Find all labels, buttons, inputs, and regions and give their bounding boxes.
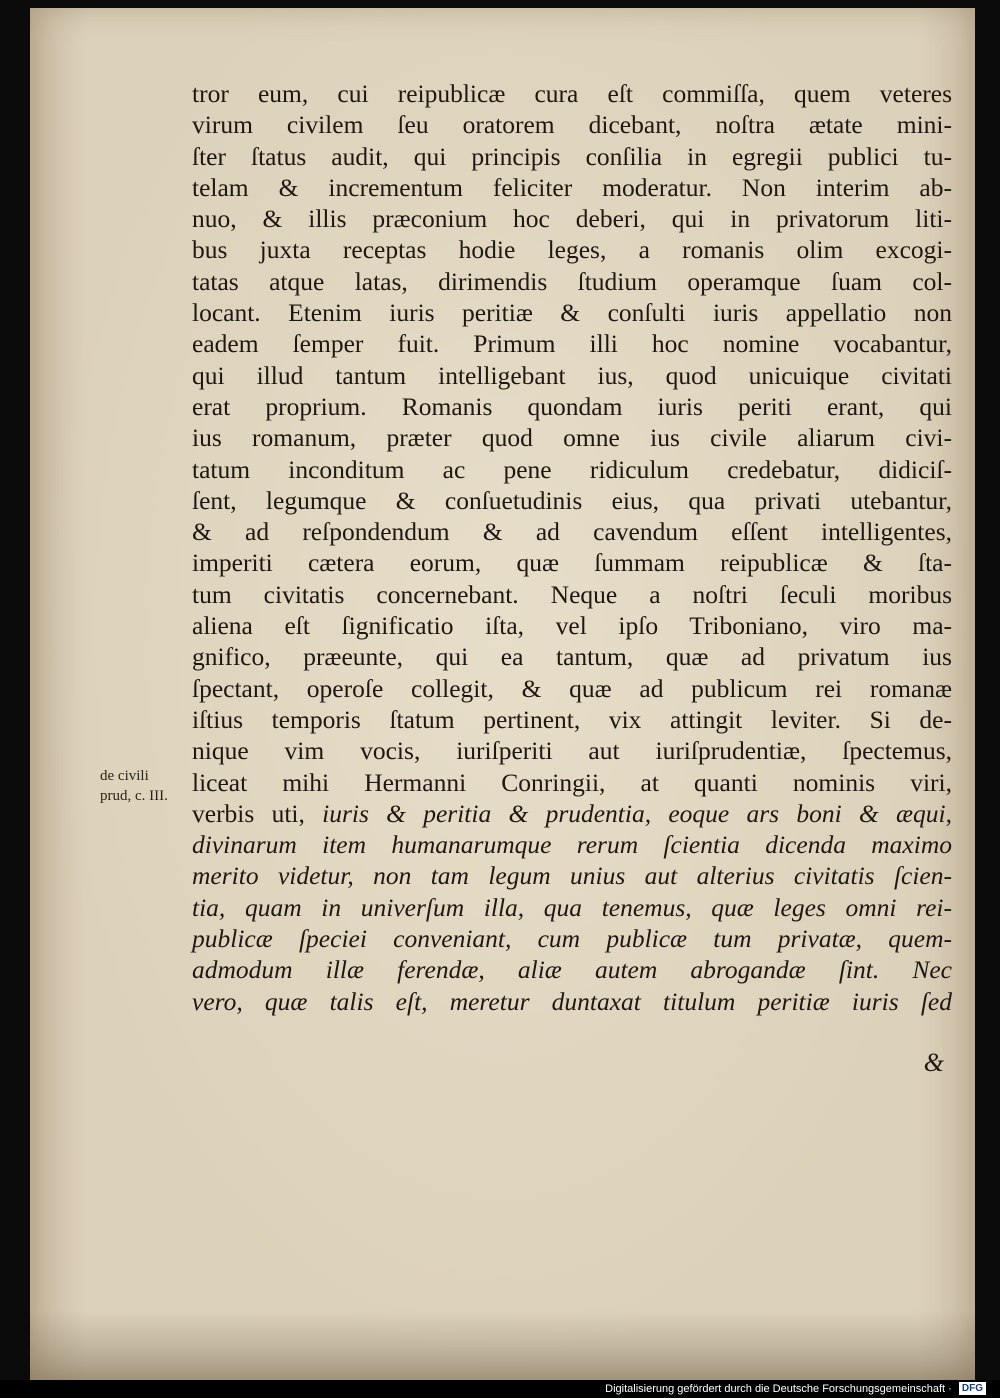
text-line: tror eum, cui reipublicæ cura eſt commiſſa, quem veteres [192,79,952,108]
italic-line: publicæ ſpeciei conveniant, cum publicæ tum privatæ, quem- [192,924,952,954]
catchword: & [923,1048,944,1077]
text-roman: verbis uti, [192,798,323,828]
footer-bar [0,1380,1000,1398]
text-line: locant. Etenim iuris peritiæ & conſulti iuris appellatio non [192,298,952,328]
text-line: telam & incrementum feliciter moderatur. Non interim ab- [192,172,952,202]
italic-line: tia, quam in univerſum illa, qua tenemus, quæ leges omni rei- [192,892,952,922]
text-line: liceat mihi Hermanni Conringii, at quanti nominis viri, [192,767,952,797]
italic-line: merito videtur, non tam legum unius aut alterius civitatis ſcien- [192,861,952,891]
footer-credit: Digitalisierung gefördert durch die Deutsche Forschungsgemeinschaft · [605,1383,952,1395]
text-line: ſent, legumque & conſuetudinis eius, qua privati utebantur, [192,485,952,515]
text-line: tum civitatis concernebant. Neque a noſtri ſeculi moribus [192,579,952,609]
italic-line: admodum illæ ferendæ, aliæ autem abrogandæ ſint. Nec [192,955,952,985]
text-line: imperiti cætera eorum, quæ ſummam reipublicæ & ſta- [192,548,952,578]
text-line: virum civilem ſeu oratorem dicebant, noſtra ætate mini- [192,110,952,140]
text-line: nuo, & illis præconium hoc deberi, qui in privatorum liti- [192,204,952,234]
text-line: tatum inconditum ac pene ridiculum credebatur, didiciſ- [192,454,952,484]
text-line: bus juxta receptas hodie leges, a romanis olim excogi- [192,235,952,265]
text-line: eadem ſemper fuit. Primum illi hoc nomine vocabantur, [192,329,952,359]
text-line: & ad reſpondendum & ad cavendum eſſent intelligentes, [192,517,952,547]
italic-line: divinarum item humanarumque rerum ſcientia dicenda maximo [192,830,952,860]
text-line: gnifico, præeunte, qui ea tantum, quæ ad privatum ius [192,642,952,672]
text-line: erat proprium. Romanis quondam iuris periti erant, qui [192,391,952,421]
text-line: qui illud tantum intelligebant ius, quod unicuique civitati [192,360,952,390]
italic-line: vero, quæ talis eſt, meretur duntaxat titulum peritiæ iuris ſed [192,986,952,1016]
dfg-logo-icon: DFG [959,1382,986,1395]
text-line: aliena eſt ſignificatio iſta, vel ipſo Triboniano, viro ma- [192,611,952,641]
text-line: ius romanum, præter quod omne ius civile aliarum civi- [192,423,952,453]
margin-note [100,766,185,806]
body-text [192,78,952,1077]
margin-note-line: prud, c. III. [100,788,168,804]
text-line: nique vim vocis, iuriſperiti aut iuriſprudentiæ, ſpectemus, [192,736,952,766]
text-line: ſter ſtatus audit, qui principis conſilia in egregii publici tu- [192,141,952,171]
margin-note-line: de civili [100,768,149,784]
text-italic: iuris & peritia & prudentia, eoque ars boni & æqui, [322,798,952,828]
text-line: tatas atque latas, dirimendis ſtudium operamque ſuam col- [192,266,952,296]
text-line: ſpectant, operoſe collegit, & quæ ad publicum rei romanæ [192,673,952,703]
text-line: iſtius temporis ſtatum pertinent, vix attingit leviter. Si de- [192,704,952,734]
text-line-mixed [192,798,952,829]
book-page [30,8,975,1380]
